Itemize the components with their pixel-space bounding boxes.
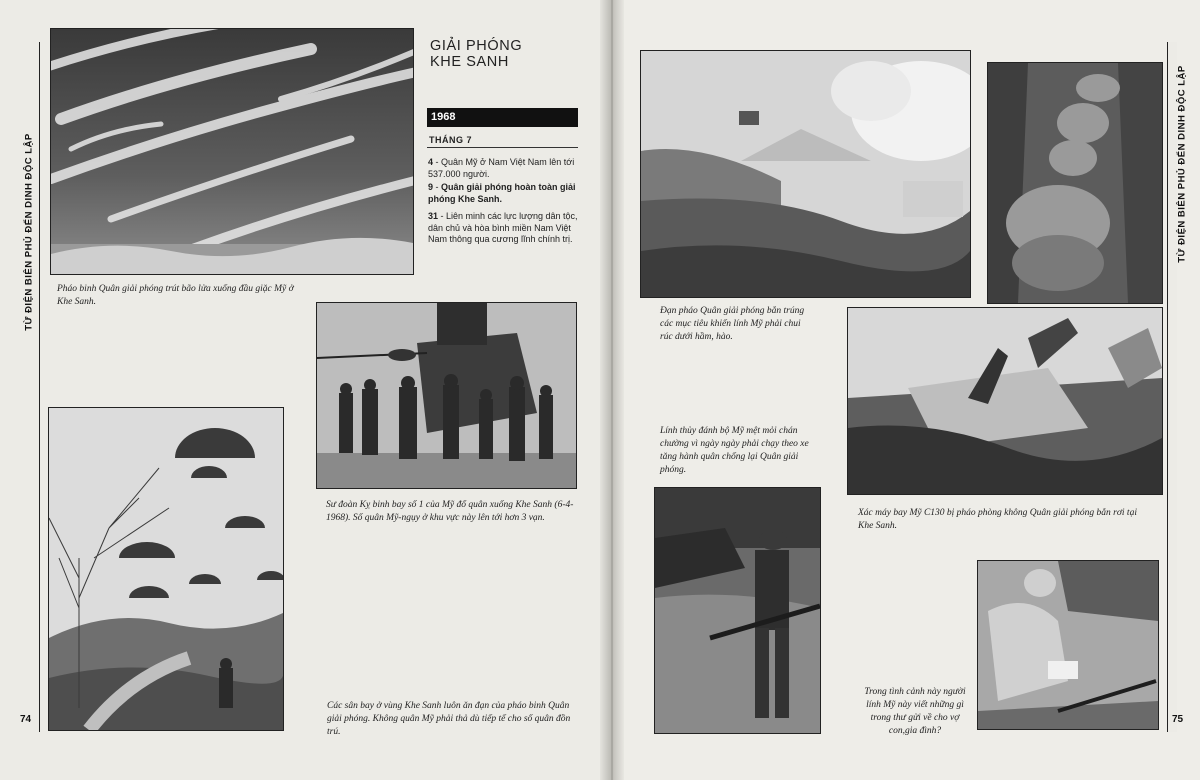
artillery-photo — [50, 28, 414, 275]
cavalry-photo — [316, 302, 577, 489]
year-bar: 1968 — [427, 108, 578, 127]
trench-soldiers-photo — [987, 62, 1163, 304]
entry-text: Quân Mỹ ở Nam Việt Nam lên tới 537.000 người. — [428, 157, 575, 179]
chronology-entry: 9 - Quân giải phóng hoàn toàn giải phóng Khe Sanh. — [428, 182, 576, 204]
entry-day: 31 — [428, 211, 439, 221]
entry-text: Quân giải phóng hoàn toàn giải phóng Khe Sanh. — [428, 182, 576, 204]
chronology-entry: 4 - Quân Mỹ ở Nam Việt Nam lên tới 537.000 người. — [428, 157, 575, 179]
left-spine-rule — [39, 42, 40, 732]
letter-caption: Trong tình cảnh này người lính Mỹ này viết những gì trong thư gửi về cho vợ con,gia đình? — [864, 687, 966, 736]
airfield-caption: Các sân bay ở vùng Khe Sanh luôn ăn đạn của pháo binh Quân giải phóng. Không quân Mỹ phải thả dù tiếp tế cho số quân đồn trú. — [327, 701, 571, 737]
left-running-title: TỪ ĐIỆN BIÊN PHỦ ĐẾN DINH ĐỘC LẬP — [23, 133, 35, 331]
chronology-title-line1: GIẢI PHÓNG — [430, 38, 523, 54]
entry-day: 9 — [428, 182, 434, 192]
right-spine-rule — [1167, 42, 1168, 732]
explosion-photo — [640, 50, 971, 298]
shells-caption: Đạn pháo Quân giải phóng bắn trúng các mục tiêu khiến lính Mỹ phải chui rúc dưới hầm, hào. — [660, 306, 805, 342]
chronology-title — [430, 38, 522, 70]
chronology-entry: 31 - Liên minh các lực lượng dân tộc, dân chủ và hòa bình miền Nam Việt Nam thông qua cương lĩnh chính trị. — [428, 211, 578, 244]
artillery-caption: Pháo binh Quân giải phóng trút bão lửa xuống đầu giặc Mỹ ở Khe Sanh. — [57, 284, 294, 307]
cavalry-caption: Sư đoàn Kỵ binh bay số 1 của Mỹ đổ quân xuống Khe Sanh (6-4-1968). Số quân Mỹ-ngụy ở khu vực này lên tới hơn 3 vạn. — [326, 500, 574, 523]
month-rule — [427, 147, 578, 148]
marines-caption: Lính thủy đánh bộ Mỹ mệt mỏi chán chường vì ngày ngày phải chạy theo xe tăng hành quân chống lại Quân giải phóng. — [660, 426, 809, 475]
entry-text: Liên minh các lực lượng dân tộc, dân chủ và hòa bình miền Nam Việt Nam thông qua cương lĩnh chính trị. — [428, 211, 578, 244]
book-gutter — [600, 0, 624, 780]
right-page-number: 75 — [1172, 714, 1184, 725]
letter-writing-photo — [977, 560, 1159, 730]
chronology-title-line2: KHE SANH — [430, 54, 509, 70]
parachute-drop-photo — [48, 407, 284, 731]
left-page-number: 74 — [20, 714, 32, 725]
entry-day: 4 — [428, 157, 434, 167]
c130-wreckage-photo — [847, 307, 1163, 495]
month-label: THÁNG 7 — [429, 135, 473, 145]
c130-caption: Xác máy bay Mỹ C130 bị pháo phòng không Quân giải phóng bắn rơi tại Khe Sanh. — [858, 508, 1137, 531]
right-running-title: TỪ ĐIỆN BIÊN PHỦ ĐẾN DINH ĐỘC LẬP — [1176, 65, 1188, 263]
right-page — [612, 0, 1200, 780]
marine-rifle-photo — [654, 487, 821, 734]
